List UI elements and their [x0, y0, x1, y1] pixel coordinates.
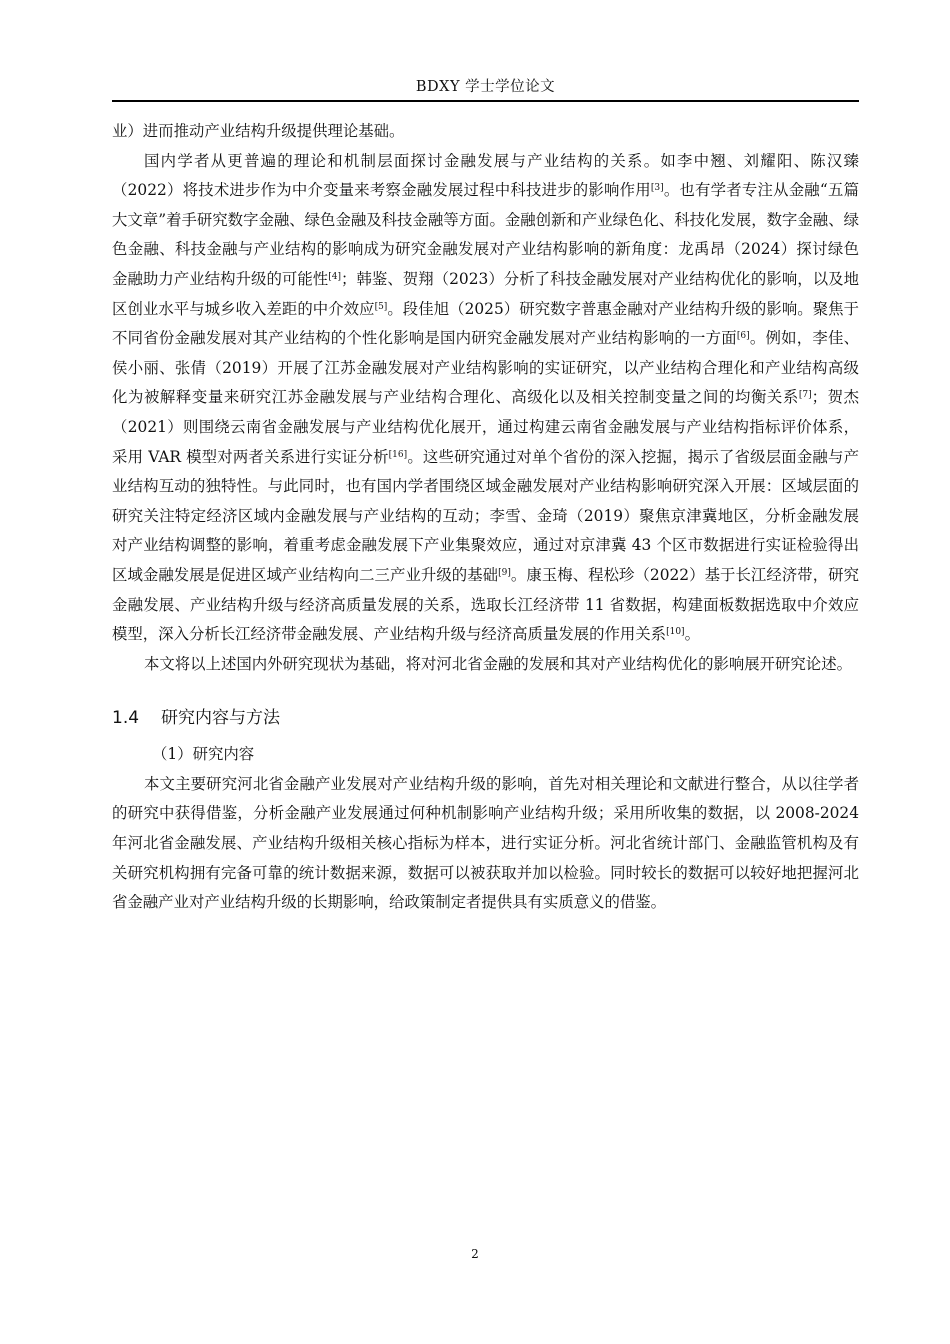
subsection-heading: （1）研究内容 — [152, 745, 255, 764]
text-run: 。康玉梅、程松珍（2022）基于长江经济带，研究金融发展、产业结构升级与经济高质量发展的关系，选取长江经济带 11 省数据，构建面板数据选取中介效应模型，深入分析长江经济带金融发展、产业结构升级与经济高质量发展的作用关系 — [112, 565, 859, 644]
text-run: 。也有学者专注从金融“五篇大文章”着手研究数字金融、绿色金融及科技金融等方面。金融创新和产业绿色化、科技化发展，数字金融、绿色金融、科技金融与产业结构的影响成为研究金融发展对产业结构影响的新角度：龙禹昂（2024）探讨绿色金融助力产业结构升级的可能性 — [112, 181, 859, 288]
text-run: 。段佳旭（2025）研究数字普惠金融对产业结构升级的影响。聚焦于不同省份金融发展对其产业结构的个性化影响是国内研究金融发展对产业结构影响的一方面 — [112, 299, 859, 348]
text-run: ；韩鉴、贺翔（2023）分析了科技金融发展对产业结构优化的影响，以及地区创业水平与城乡收入差距的中介效应 — [112, 269, 859, 318]
citation[interactable]: [16] — [388, 449, 408, 460]
citation[interactable]: [9] — [498, 567, 511, 578]
citation[interactable]: [3] — [650, 183, 664, 194]
paragraph-research-content: 本文主要研究河北省金融产业发展对产业结构升级的影响，首先对相关理论和文献进行整合，从以往学者的研究中获得借鉴，分析金融产业发展通过何种机制影响产业结构升级；采用所收集的数据，以 2008-2024 年河北省金融发展、产业结构升级相关核心指标为样本，进行实证分析。河北省统计部门、金融监管机构及有关研究机构拥有完备可靠的统计数据来源，数据可以被获取并加以检验。同时较长的数据可以较好地把握河北省金融产业对产业结构升级的长期影响，给政策制定者提供具有实质意义的借鉴。 — [112, 774, 859, 912]
paragraph-continuation: 业）进而推动产业结构升级提供理论基础。 — [112, 122, 405, 140]
citation[interactable]: [6] — [736, 331, 750, 342]
page-body — [112, 117, 859, 918]
header-divider — [112, 100, 859, 102]
section-heading — [112, 702, 859, 734]
section-number: 1.4 — [112, 708, 140, 729]
page-number: 2 — [471, 1247, 479, 1261]
citation[interactable]: [10] — [666, 627, 685, 638]
paragraph-domestic-research — [112, 147, 859, 650]
text-run: 。 — [684, 625, 700, 644]
paragraph-summary: 本文将以上述国内外研究现状为基础，将对河北省金融的发展和其对产业结构优化的影响展开研究论述。 — [144, 654, 852, 673]
citation[interactable]: [4] — [328, 271, 341, 282]
citation[interactable]: [5] — [374, 301, 388, 312]
section-title: 研究内容与方法 — [161, 708, 281, 729]
text-run: 。这些研究通过对单个省份的深入挖掘，揭示了省级层面金融与产业结构互动的独特性。与此同时，也有国内学者围绕区域金融发展对产业结构影响研究深入开展：区域层面的研究关注特定经济区域内金融发展与产业结构的互动；李雪、金琦（2019）聚焦京津冀地区，分析金融发展对产业结构调整的影响，着重考虑金融发展下产业集聚效应，通过对京津冀 43 个区市数据进行实证检验得出区域金融发展是促进区域产业结构向二三产业升级的基础 — [112, 447, 859, 584]
citation[interactable]: [7] — [798, 390, 812, 401]
running-header: BDXY 学士学位论文 — [415, 79, 556, 95]
text-run: ；贺杰（2021）则围绕云南省金融发展与产业结构优化展开，通过构建云南省金融发展与产业结构指标评价体系，采用 VAR 模型对两者关系进行实证分析 — [112, 388, 859, 466]
text-run: 国内学者从更普遍的理论和机制层面探讨金融发展与产业结构的关系。如李中翘、刘耀阳、陈汉臻（2022）将技术进步作为中介变量来考察金融发展过程中科技进步的影响作用 — [112, 151, 859, 200]
text-run: 。例如，李佳、侯小丽、张倩（2019）开展了江苏金融发展对产业结构影响的实证研究，以产业结构合理化和产业结构高级化为被解释变量来研究江苏金融发展与产业结构合理化、高级化以及相关控制变量之间的均衡关系 — [112, 329, 859, 407]
